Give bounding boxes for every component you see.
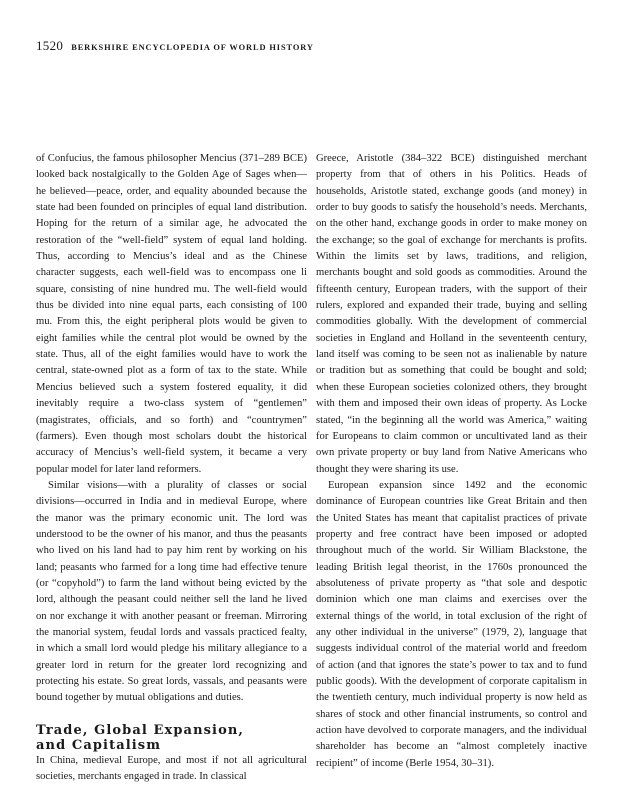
body-paragraph: In China, medieval Europe, and most if not all agricultural societies, merchants engaged in trade. In classical — [36, 754, 307, 783]
section-heading — [36, 723, 307, 753]
section-heading-line-2: and Capitalism — [36, 737, 162, 753]
body-paragraph: Greece, Aristotle (384–322 BCE) distinguished merchant property from that of others in his Politics. Heads of households, Aristotle stated, exchange goods (and money) in order to buy goods to satisfy the household’s needs. Merchants, on the other hand, exchange goods in order to make money on the exchange; so the goal of exchange for merchants is profits. Within the limits set by laws, traditions, and religion, merchants bought and sold goods as commodities. Around the fifteenth century, European traders, with the support of their rulers, explored and expanded their trade, buying and selling commodities globally. With the development of commercial societies in England and Holland in the seventeenth century, land itself was coming to be seen not as inalienable by nature or tradition but as something that could be bought and sold; when these European societies colonized others, they brought with them and imposed their own ideas of property. As Locke stated, “in the beginning all the world was America,” waiting for Europeans to claim common or uncultivated land as their own private property or buy land from Native Americans who thought they were sharing its use. — [316, 153, 587, 475]
running-header — [36, 37, 314, 55]
body-paragraph: of Confucius, the famous philosopher Mencius (371–289 BCE) looked back nostalgically to the Golden Age of Sages when—he believed—peace, order, and equality abounded because the state had been founded on principles of equal land distribution. Hoping for the return of a similar age, he advocated the restoration of the “well-field” system of equal land holding. Thus, according to Mencius’s ideal and as the Chinese character suggests, each well-field was to encompass one li square, consisting of nine hundred mu. The well-field would thus be divided into nine equal parts, each consisting of 100 mu. From this, the eight peripheral plots would be given to eight families while the central plot would be owned by the state. Thus, all of the eight families would have to work the central, state-owned plot as a form of tax to the state. While Mencius believed such a system fostered equality, it did inevitably require a two-class system of “gentlemen” (magistrates, officials, and so forth) and “countrymen” (farmers). Even though most scholars doubt the historical accuracy of Mencius’s well-field system, it became a very popular model for later land reformers. — [36, 153, 307, 475]
body-paragraph: Similar visions—with a plurality of classes or social divisions—occurred in India and in medieval Europe, where the manor was the primary economic unit. The lord was understood to be the owner of his manor, and thus the peasants who lived on his land had to pay him rent by working on his land; peasants who farmed for a long time had effective tenure (or “copyhold”) to farm the land without being evicted by the lord, although the peasant could neither sell the land he lived on nor exchange it with another peasant or freeman. Mirroring the manorial system, feudal lords and vassals practiced fealty, in which a small lord would pledge his military allegiance to a greater lord in return for the greater lord recognizing and protecting his estate. So great lords, vassals, and peasants were bound together by mutual obligations and duties. — [36, 479, 307, 704]
right-column — [316, 151, 587, 772]
page-number: 1520 — [36, 38, 64, 53]
left-column — [36, 151, 307, 785]
section-heading-line-1: Trade, Global Expansion, — [36, 722, 245, 738]
body-paragraph: European expansion since 1492 and the economic dominance of European countries like Great Britain and then the United States has meant that capitalist practices of private property and free contract have been imposed or adopted throughout much of the world. Sir William Blackstone, the leading British legal theorist, in the 1760s pronounced the absoluteness of private property as “that sole and despotic dominion which one man claims and exercises over the external things of the world, in total exclusion of the right of any other individual in the universe” (1979, 2), language that suggests individual control of the material world and freedom of action (and that ignores the state’s power to tax and to fund public goods). With the development of corporate capitalism in the twentieth century, much individual property is now held as shares of stock and other financial instruments, so control and action have devolved to corporate managers, and the individual shareholder has become an “almost completely inactive recipient” of income (Berle 1954, 30–31). — [316, 479, 587, 769]
running-title: BERKSHIRE ENCYCLOPEDIA OF WORLD HISTORY — [71, 43, 314, 52]
